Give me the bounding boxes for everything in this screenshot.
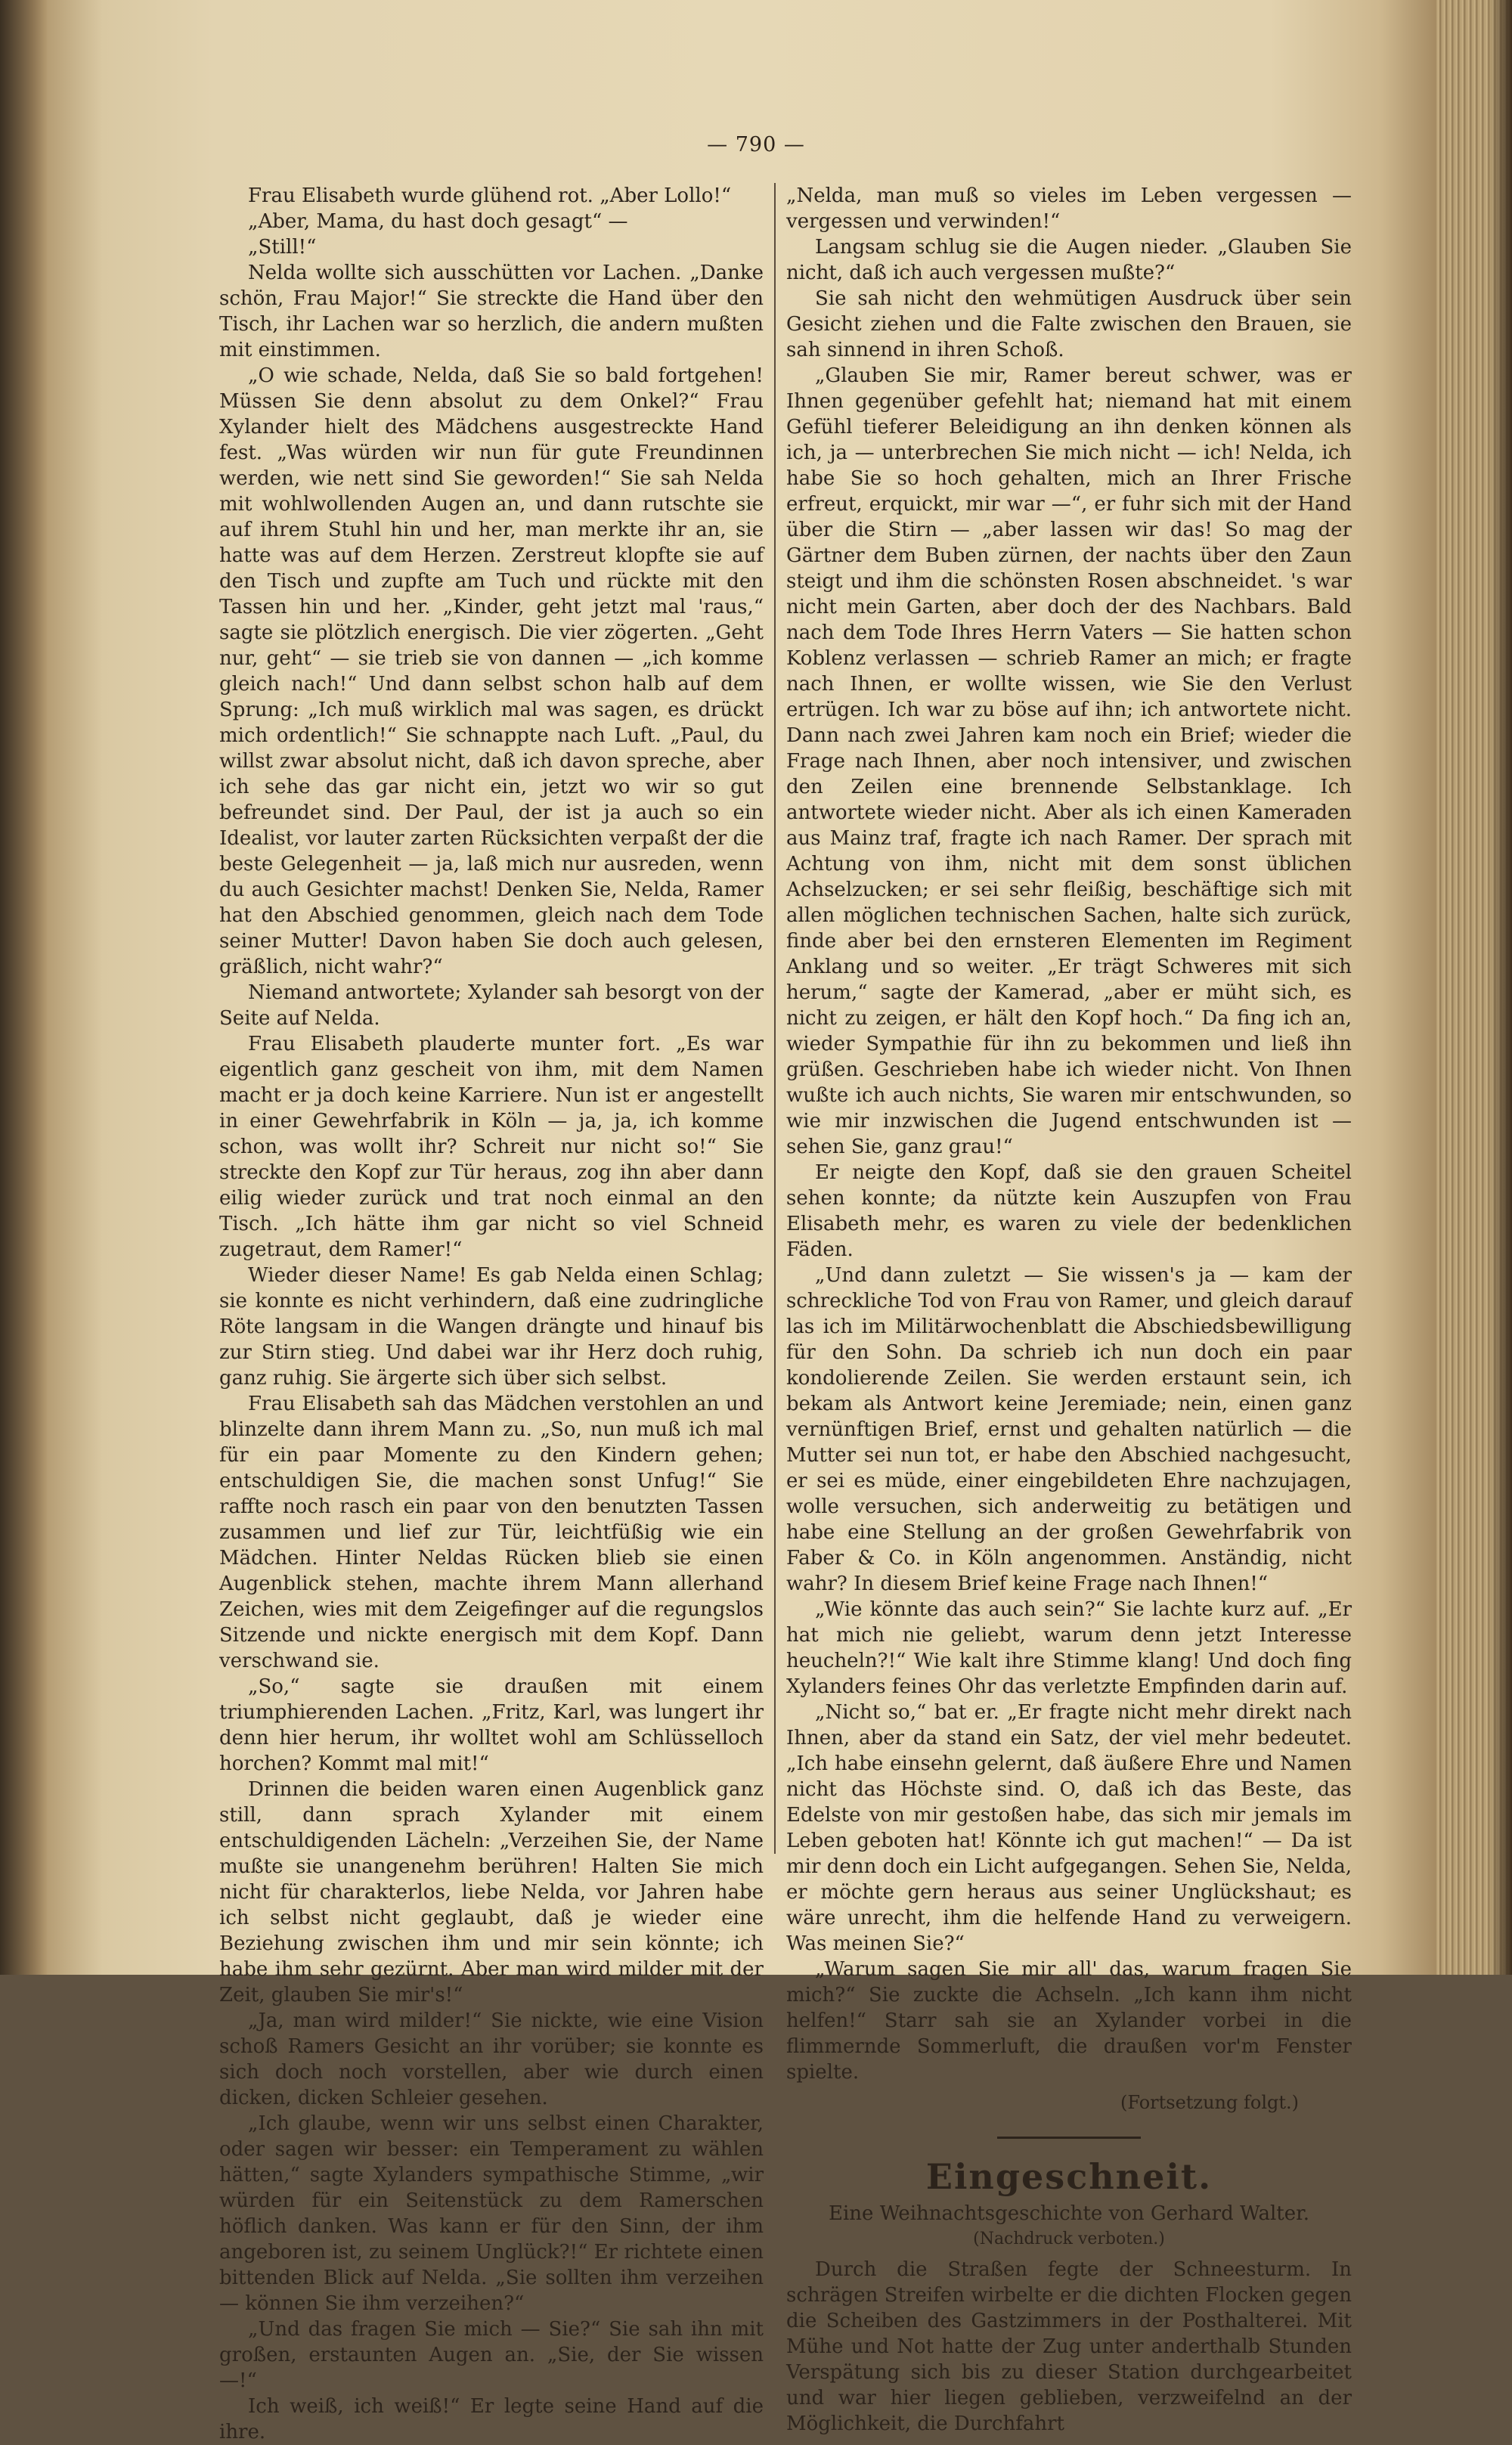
paragraph: „Aber, Mama, du hast doch gesagt“ — (248, 210, 628, 233)
paragraph: Niemand antwortete; Xylander sah besorgt von der Seite auf Nelda. (219, 981, 764, 1030)
paragraph: Drinnen die beiden waren einen Augenblick ganz still, dann sprach Xylander mit einem entschuldigenden Lächeln: „Verzeihen Sie, der Name mußte sie unangenehm berühren! Halten Sie mich nicht für charakterlos, liebe Nelda, vor Jahren habe ich selbst nicht geglaubt, daß je wieder eine Beziehung zwischen ihm und mir sein könnte; ich habe ihm sehr gezürnt. Aber man wird milder mit der Zeit, glauben Sie mir's!“ (219, 1778, 764, 2007)
paragraph: Er neigte den Kopf, daß sie den grauen Scheitel sehen konnte; da nützte kein Auszupfen von Frau Elisabeth mehr, es waren zu viele der bedenklichen Fäden. (786, 1161, 1352, 1261)
paragraph: Frau Elisabeth plauderte munter fort. „Es war eigentlich ganz gescheit von ihm, mit dem Namen macht er ja doch keine Karriere. Nun ist er angestellt in einer Gewehrfabrik in Köln — ja, ja, ich komme schon, was wollt ihr? Schreit nur nicht so!“ Sie streckte den Kopf zur Tür heraus, zog ihn aber dann eilig wieder zurück und trat noch einmal an den Tisch. „Ich hätte ihm gar nicht so viel Schneid zugetraut, dem Ramer!“ (219, 1033, 764, 1261)
paragraph: „Wie könnte das auch sein?“ Sie lachte kurz auf. „Er hat mich nie geliebt, warum denn jetzt Interesse heucheln?!“ Wie kalt ihre Stimme klang! Und doch fing Xylanders feines Ohr das verletzte Empfinden darin auf. (786, 1598, 1352, 1698)
paragraph: „Still!“ (248, 236, 317, 259)
paragraph: Wieder dieser Name! Es gab Nelda einen Schlag; sie konnte es nicht verhindern, daß eine zudringliche Röte langsam in die Wangen drängte und hinauf bis zur Stirn stieg. Und dabei war ihr Herz doch ruhig, ganz ruhig. Sie ärgerte sich über sich selbst. (219, 1264, 764, 1390)
left-column (219, 183, 764, 2445)
page-number: — 790 — (707, 133, 805, 156)
section-rule (997, 2137, 1141, 2139)
column-divider (774, 183, 776, 1854)
paragraph: „Ich glaube, wenn wir uns selbst einen Charakter, oder sagen wir besser: ein Temperament zu wählen hätten,“ sagte Xylanders sympathische Stimme, „wir würden für ein Seitenstück zu dem Ramerschen höflich danken. Was kann er für den Sinn, der ihm angeboren ist, zu seinem Unglück?!“ Er richtete einen bittenden Blick auf Nelda. „Sie sollten ihm verzeihen — können Sie ihm verzeihen?“ (219, 2112, 764, 2315)
paragraph: Frau Elisabeth wurde glühend rot. „Aber Lollo!“ (248, 184, 732, 207)
paragraph: „Nelda, man muß so vieles im Leben vergessen — vergessen und verwinden!“ (786, 184, 1352, 233)
paragraph: „Und das fragen Sie mich — Sie?“ Sie sah ihn mit großen, erstaunten Augen an. „Sie, der Sie wissen —!“ (219, 2318, 764, 2392)
paragraph: Frau Elisabeth sah das Mädchen verstohlen an und blinzelte dann ihrem Mann zu. „So, nun muß ich mal für ein paar Momente zu den Kindern gehen; entschuldigen Sie, die machen sonst Unfug!“ Sie raffte noch rasch ein paar von den benutzten Tassen zusammen und lief zur Tür, leichtfüßig wie ein Mädchen. Hinter Neldas Rücken blieb sie einen Augenblick stehen, machte ihrem Mann allerhand Zeichen, wies mit dem Zeigefinger auf die regungslos Sitzende und nickte energisch mit dem Kopf. Dann verschwand sie. (219, 1393, 764, 1672)
paragraph: Nelda wollte sich ausschütten vor Lachen. „Danke schön, Frau Major!“ Sie streckte die Hand über den Tisch, ihr Lachen war so herzlich, die andern mußten mit einstimmen. (219, 262, 764, 361)
book-spine (0, 0, 47, 1975)
paragraph: Sie sah nicht den wehmütigen Ausdruck über sein Gesicht ziehen und die Falte zwischen den Brauen, sie sah sinnend in ihren Schoß. (786, 287, 1352, 361)
paragraph: „Warum sagen Sie mir all' das, warum fragen Sie mich?“ Sie zuckte die Achseln. „Ich kann ihm nicht helfen!“ Starr sah sie an Xylander vorbei in die flimmernde Sommerluft, die draußen vor'm Fenster spielte. (786, 1958, 1352, 2084)
paragraph: „Ja, man wird milder!“ Sie nickte, wie eine Vision schoß Ramers Gesicht an ihr vorüber; sie konnte es sich doch noch vorstellen, aber wie durch einen dicken, dicken Schleier gesehen. (219, 2010, 764, 2109)
paragraph: Durch die Straßen fegte der Schneesturm. In schrägen Streifen wirbelte er die dichten Flocken gegen die Scheiben des Gastzimmers in der Posthalterei. Mit Mühe und Not hatte der Zug unter anderthalb Stunden Verspätung sich bis zu dieser Station durchgearbeitet und war hier liegen geblieben, verzweifelnd an der Möglichkeit, die Durchfahrt (786, 2258, 1352, 2435)
paragraph: „O wie schade, Nelda, daß Sie so bald fortgehen! Müssen Sie denn absolut zu dem Onkel?“ Frau Xylander hielt des Mädchens ausgestreckte Hand fest. „Was würden wir nun für gute Freundinnen werden, wie nett sind Sie geworden!“ Sie sah Nelda mit wohlwollenden Augen an, und dann rutschte sie auf ihrem Stuhl hin und her, man merkte ihr an, sie hatte was auf dem Herzen. Zerstreut klopfte sie auf den Tisch und zupfte am Tuch und rückte mit den Tassen hin und her. „Kinder, geht jetzt mal 'raus,“ sagte sie plötzlich energisch. Die vier zögerten. „Geht nur, geht“ — sie trieb sie von dannen — „ich komme gleich nach!“ Und dann selbst schon halb auf dem Sprung: „Ich muß wirklich mal was sagen, es drückt mich ordentlich!“ Sie schnappte nach Luft. „Paul, du willst zwar absolut nicht, daß ich davon spreche, aber ich sehe das gar nicht ein, jetzt wo wir so gut befreundet sind. Der Paul, der ist ja auch so ein Idealist, vor lauter zarten Rücksichten verpaßt der die beste Gelegenheit — ja, laß mich nur ausreden, wenn du auch Gesichter machst! Denken Sie, Nelda, Ramer hat den Abschied genommen, gleich nach dem Tode seiner Mutter! Davon haben Sie doch auch gelesen, gräßlich, nicht wahr?“ (219, 364, 764, 978)
story-title: Eingeschneit. (925, 2156, 1213, 2197)
paragraph: „So,“ sagte sie draußen mit einem triumphierenden Lachen. „Fritz, Karl, was lungert ihr denn hier herum, ihr wolltet wohl am Schlüsselloch horchen? Kommt mal mit!“ (219, 1675, 764, 1775)
paragraph: Langsam schlug sie die Augen nieder. „Glauben Sie nicht, daß ich auch vergessen mußte?“ (786, 236, 1352, 284)
paragraph: „Nicht so,“ bat er. „Er fragte nicht mehr direkt nach Ihnen, aber da stand ein Satz, der viel mehr bedeutet. „Ich habe einsehn gelernt, daß äußere Ehre und Namen nicht das Höchste sind. O, daß ich das Beste, das Edelste von mir gestoßen habe, das sich mir jemals im Leben geboten hat! Könnte ich gut machen!“ — Da ist mir denn doch ein Licht aufgegangen. Sehen Sie, Nelda, er möchte gern heraus aus seiner Unglückshaut; es wäre unrecht, ihm die helfende Hand zu verweigern. Was meinen Sie?“ (786, 1701, 1352, 1955)
continued-note: (Fortsetzung folgt.) (1120, 2092, 1299, 2113)
right-column (786, 183, 1352, 2437)
story-subtitle: Eine Weihnachtsgeschichte von Gerhard Walter. (829, 2202, 1309, 2225)
page-edges (1436, 0, 1512, 1975)
paragraph: „Und dann zuletzt — Sie wissen's ja — kam der schreckliche Tod von Frau von Ramer, und gleich darauf las ich im Militärwochenblatt die Abschiedsbewilligung für den Sohn. Da schrieb ich nun doch ein paar kondolierende Zeilen. Sie werden erstaunt sein, ich bekam als Antwort keine Jeremiade; nein, einen ganz vernünftigen Brief, ernst und gehalten natürlich — die Mutter sei nun tot, er habe den Abschied nachgesucht, er sei es müde, einer eingebildeten Ehre nachzujagen, wolle versuchen, sich anderweitig zu betätigen und habe eine Stellung an der großen Gewehrfabrik von Faber & Co. in Köln angenommen. Anständig, nicht wahr? In diesem Brief keine Frage nach Ihnen!“ (786, 1264, 1352, 1595)
paragraph: „Glauben Sie mir, Ramer bereut schwer, was er Ihnen gegenüber gefehlt hat; niemand hat mit einem Gefühl tieferer Beleidigung an ihn denken können als ich, ja — unterbrechen Sie mich nicht — ich! Nelda, ich habe Sie so hoch gehalten, mich an Ihrer Frische erfreut, erquickt, mir war —“, er fuhr sich mit der Hand über die Stirn — „aber lassen wir das! So mag der Gärtner dem Buben zürnen, der nachts über den Zaun steigt und ihm die schönsten Rosen abschneidet. 's war nicht mein Garten, aber doch der des Nachbars. Bald nach dem Tode Ihres Herrn Vaters — Sie hatten schon Koblenz verlassen — schrieb Ramer an mich; er fragte nach Ihnen, er wollte wissen, wie Sie den Verlust ertrügen. Ich war zu böse auf ihn; ich antwortete nicht. Dann nach zwei Jahren kam noch ein Brief; wieder die Frage nach Ihnen, aber noch intensiver, und zwischen den Zeilen eine brennende Selbstanklage. Ich antwortete wieder nicht. Aber als ich einen Kameraden aus Mainz traf, fragte ich nach Ramer. Der sprach mit Achtung von ihm, nicht mit dem sonst üblichen Achselzucken; er sei sehr fleißig, beschäftige sich mit allen möglichen technischen Sachen, halte sich zurück, finde aber bei den ernsteren Elementen im Regiment Anklang und so weiter. „Er trägt Schweres mit sich herum,“ sagte der Kamerad, „aber er müht sich, es nicht zu zeigen, er hält den Kopf hoch.“ Da fing ich an, wieder Sympathie für ihn zu bekommen und ließ ihn grüßen. Geschrieben habe ich wieder nicht. Von Ihnen wußte ich auch nichts, Sie waren mir entschwunden, so wie mir inzwischen die Jugend entschwunden ist — sehen Sie, ganz grau!“ (786, 364, 1352, 1158)
reprint-note: (Nachdruck verboten.) (973, 2230, 1165, 2248)
paragraph: Ich weiß, ich weiß!“ Er legte seine Hand auf die ihre. (219, 2395, 764, 2443)
